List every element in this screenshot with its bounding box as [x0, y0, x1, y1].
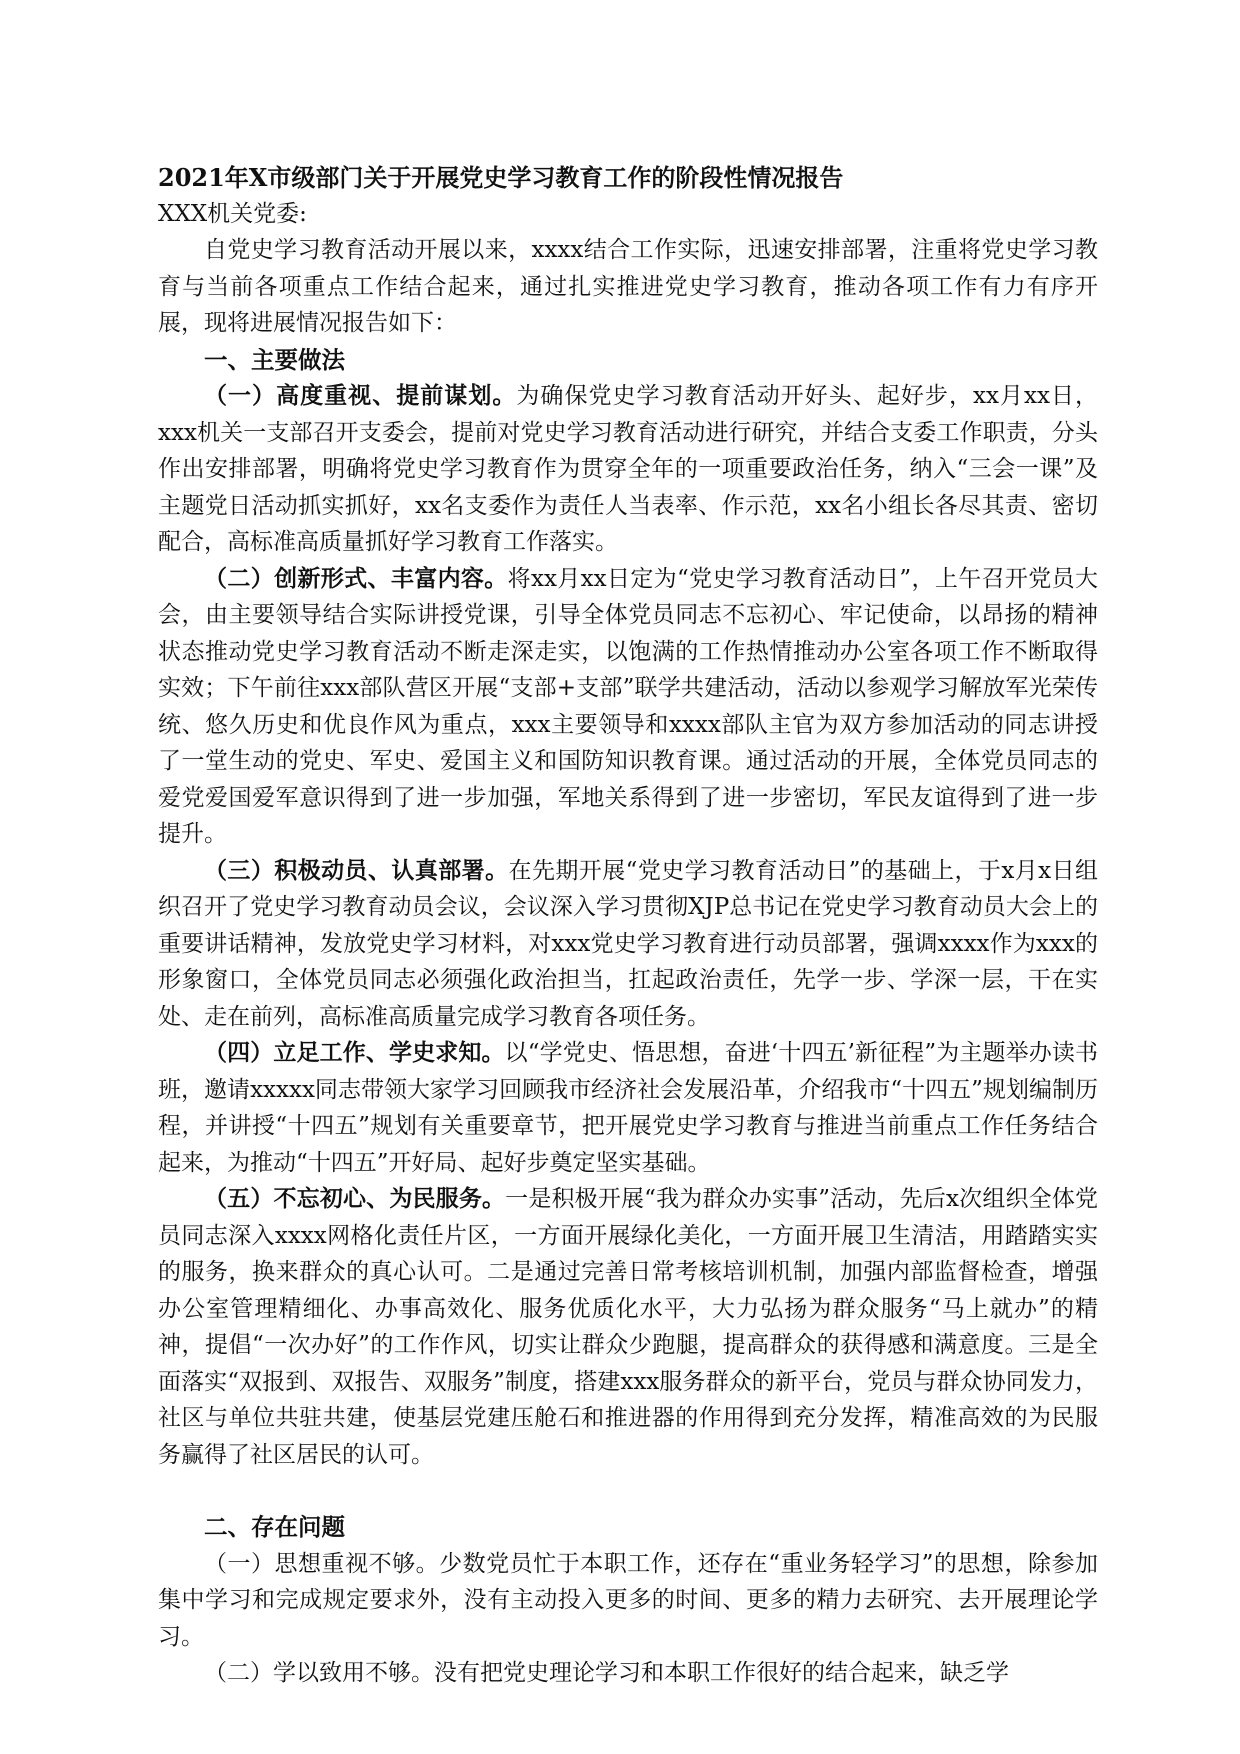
practice-paragraph-1: [158, 378, 1098, 561]
practice-text-4: 以“学党史、悟思想，奋进‘十四五’新征程”为主题举办读书班，邀请xxxxx同志带领大家学习回顾我市经济社会发展沿革，介绍我市“十四五”规划编制历程，并讲授“十四五”规划有关重要章节，把开展党史学习教育与推进当前重点工作任务结合起来，为推动“十四五”开好局、起好步奠定坚实基础。: [158, 1040, 1099, 1176]
practice-text-1: 为确保党史学习教育活动开好头、起好步，xx月xx日，xxx机关一支部召开支委会，提前对党史学习教育活动进行研究，并结合支委工作职责，分头作出安排部署，明确将党史学习教育作为贯穿全年的一项重要政治任务，纳入“三会一课”及主题党日活动抓实抓好，xx名支委作为责任人当表率、作示范，xx名小组长各尽其责、密切配合，高标准高质量抓好学习教育工作落实。: [158, 383, 1098, 555]
document-page: [158, 160, 1098, 1692]
problem-paragraph-1: （一）思想重视不够。少数党员忙于本职工作，还存在“重业务轻学习”的思想，除参加集中学习和完成规定要求外，没有主动投入更多的时间、更多的精力去研究、去开展理论学习。: [158, 1550, 1098, 1650]
section-heading-main-practices: 一、主要做法: [204, 345, 345, 374]
practice-text-2: 将xx月xx日定为“党史学习教育活动日”，上午召开党员大会，由主要领导结合实际讲授党课，引导全体党员同志不忘初心、牢记使命，以昂扬的精神状态推动党史学习教育活动不断走深走实，以饱满的工作热情推动办公室各项工作不断取得实效；下午前往xxx部队营区开展“支部+支部”联学共建活动，活动以参观学习解放军光荣传统、悠久历史和优良作风为重点，xxx主要领导和xxxx部队主官为双方参加活动的同志讲授了一堂生动的党史、军史、爱国主义和国防知识教育课。通过活动的开展，全体党员同志的爱党爱国爱军意识得到了进一步加强，军地关系得到了进一步密切，军民友谊得到了进一步提升。: [158, 565, 1099, 847]
practice-text-5: 一是积极开展“我为群众办实事”活动，先后x次组织全体党员同志深入xxxx网格化责任片区，一方面开展绿化美化，一方面开展卫生清洁，用踏踏实实的服务，换来群众的真心认可。二是通过完善日常考核培训机制，加强内部监督检查，增强办公室管理精细化、办事高效化、服务优质化水平，大力弘扬为群众服务“马上就办”的精神，提倡“一次办好”的工作作风，切实让群众少跑腿，提高群众的获得感和满意度。三是全面落实“双报到、双报告、双服务”制度，搭建xxx服务群众的新平台，党员与群众协同发力，社区与单位共驻共建，使基层党建压舱石和推进器的作用得到充分发挥，精准高效的为民服务赢得了社区居民的认可。: [158, 1186, 1098, 1468]
practice-lead-5: （五）不忘初心、为民服务。: [204, 1185, 506, 1212]
document-title: 2021年X市级部门关于开展党史学习教育工作的阶段性情况报告: [158, 163, 844, 192]
practice-paragraph-3: [158, 853, 1098, 1036]
practice-paragraph-5: [158, 1181, 1098, 1473]
practice-lead-2: （二）创新形式、丰富内容。: [204, 564, 508, 592]
practice-lead-1: （一）高度重视、提前谋划。: [204, 382, 517, 409]
practice-lead-4: （四）立足工作、学史求知。: [204, 1039, 505, 1066]
practice-text-3: 在先期开展“党史学习教育活动日”的基础上，于x月x日组织召开了党史学习教育动员会议，会议深入学习贯彻XJP总书记在党史学习教育动员大会上的重要讲话精神，发放党史学习材料，对xxx党史学习教育进行动员部署，强调xxxx作为xxx的形象窗口，全体党员同志必须强化政治担当，扛起政治责任，先学一步、学深一层，干在实处、走在前列，高标准高质量完成学习教育各项任务。: [158, 857, 1098, 1030]
addressee: XXX机关党委:: [158, 201, 307, 227]
practice-lead-3: （三）积极动员、认真部署。: [204, 856, 509, 884]
practice-paragraph-4: [158, 1035, 1098, 1181]
problem-paragraph-2: （二）学以致用不够。没有把党史理论学习和本职工作很好的结合起来，缺乏学: [204, 1660, 1009, 1686]
section-heading-existing-problems: 二、存在问题: [204, 1513, 345, 1541]
practice-paragraph-2: [158, 561, 1098, 853]
intro-paragraph: 自党史学习教育活动开展以来，xxxx结合工作实际，迅速安排部署，注重将党史学习教育与当前各项重点工作结合起来，通过扎实推进党史学习教育，推动各项工作有力有序开展，现将进展情况报告如下：: [158, 237, 1098, 336]
